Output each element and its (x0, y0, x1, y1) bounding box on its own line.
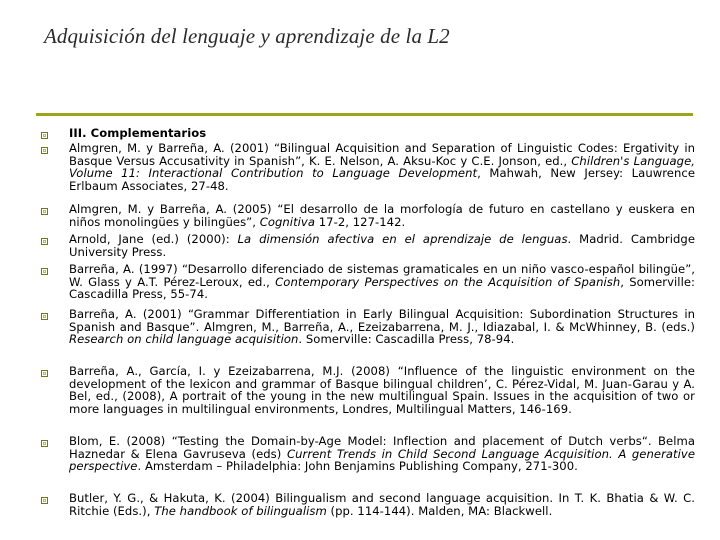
reference-plain: . Madrid. Cambridge University Press. (69, 232, 696, 259)
reference-title: Current Trends in Child Second Language Acquisition. A generative perspective (69, 446, 696, 474)
reference-text (69, 492, 695, 517)
reference-plain: , Mahwah, New Jersey: Lauwrence Erlbaum Associates, 27-48. (69, 166, 695, 194)
square-bullet-icon (41, 370, 48, 377)
reference-title: The handbook of bilingualism (154, 503, 327, 518)
reference-text (69, 142, 695, 193)
square-bullet-icon (41, 147, 48, 154)
reference-plain: Almgren, M. y Barreña, A. (2005) “El desarrollo de la morfología de futuro en castellano y euskera en niños monolingües y bilingües”, (69, 202, 695, 229)
reference-plain: . Somerville: Cascadilla Press, 78-94. (298, 332, 515, 347)
square-bullet-icon (41, 268, 48, 275)
reference-title: Cognitiva (259, 214, 316, 229)
reference-title: Research on child language acquisition (69, 332, 299, 347)
reference-text (69, 308, 695, 346)
reference-plain: Butler, Y. G., & Hakuta, K. (2004) Bilingualism and second language acquisition. In T. K. Bhatia & W. C. Ritchie (Eds.), (69, 491, 695, 518)
reference-title: Children's Language, Volume 11: Interactional Contribution to Language Development (69, 153, 695, 181)
reference-plain: Blom, E. (2008) “Testing the Domain-by-Age Model: Inflection and placement of Dutch verbs“. Belma Haznedar & Elena Gavruseva (eds) (69, 434, 695, 461)
reference-plain: 17-2, 127-142. (315, 214, 406, 229)
square-bullet-icon (41, 132, 48, 139)
reference-title: Contemporary Perspectives on the Acquisition of Spanish (275, 274, 621, 289)
reference-text (69, 365, 695, 416)
reference-text (69, 233, 695, 258)
reference-plain: . Amsterdam – Philadelphia: John Benjamins Publishing Company, 271-300. (137, 459, 578, 474)
reference-text (69, 435, 695, 473)
reference-plain: Arnold, Jane (ed.) (2000): (69, 232, 238, 246)
square-bullet-icon (41, 497, 48, 504)
square-bullet-icon (41, 313, 48, 320)
square-bullet-icon (41, 208, 48, 215)
reference-plain: Barreña, A. (1997) “Desarrollo diferenciado de sistemas gramaticales en un niño vasco-español bilingüe”, W. Glass y A.T. Pérez-Leroux, ed., (69, 262, 695, 289)
reference-title: La dimensión afectiva en el aprendizaje de lenguas (237, 232, 568, 246)
title-divider (36, 113, 693, 116)
square-bullet-icon (41, 440, 48, 447)
reference-text (69, 203, 695, 228)
reference-plain: Almgren, M. y Barreña, A. (2001) “Bilingual Acquisition and Separation of Linguistic Codes: Ergativity in Basque Versus Accusativity in Spanish”, K. E. Nelson, A. Aksu-Koc y C.E. Jonson, ed., (69, 141, 695, 168)
slide-title: Adquisición del lenguaje y aprendizaje de la L2 (44, 24, 450, 48)
square-bullet-icon (41, 238, 48, 245)
reference-text (69, 263, 695, 301)
reference-plain: , Somerville: Cascadilla Press, 55-74. (69, 274, 695, 302)
reference-plain: (pp. 114-144). Malden, MA: Blackwell. (326, 503, 553, 518)
reference-plain: Barreña, A., García, I. y Ezeizabarrena, M.J. (2008) “Influence of the linguistic environment on the development of the lexicon and grammar of Basque bilingual children’, C. Pérez-Vidal, M. Juan-Garau y A. Bel, ed., (2008), A portrait of the young in the new multilingual Spain. Issues in the acquisition of two or more languages in multilingual environments, Londres, Multilingual Matters, 146-169. (69, 364, 695, 417)
section-heading: III. Complementarios (69, 126, 207, 140)
reference-plain: Barreña, A. (2001) “Grammar Differentiation in Early Bilingual Acquisition: Subordination Structures in Spanish and Basque”. Almgren, M., Barreña, A., Ezeizabarrena, M. J., Idiazabal, I. & McWhinney, B. (eds.) (69, 307, 695, 334)
